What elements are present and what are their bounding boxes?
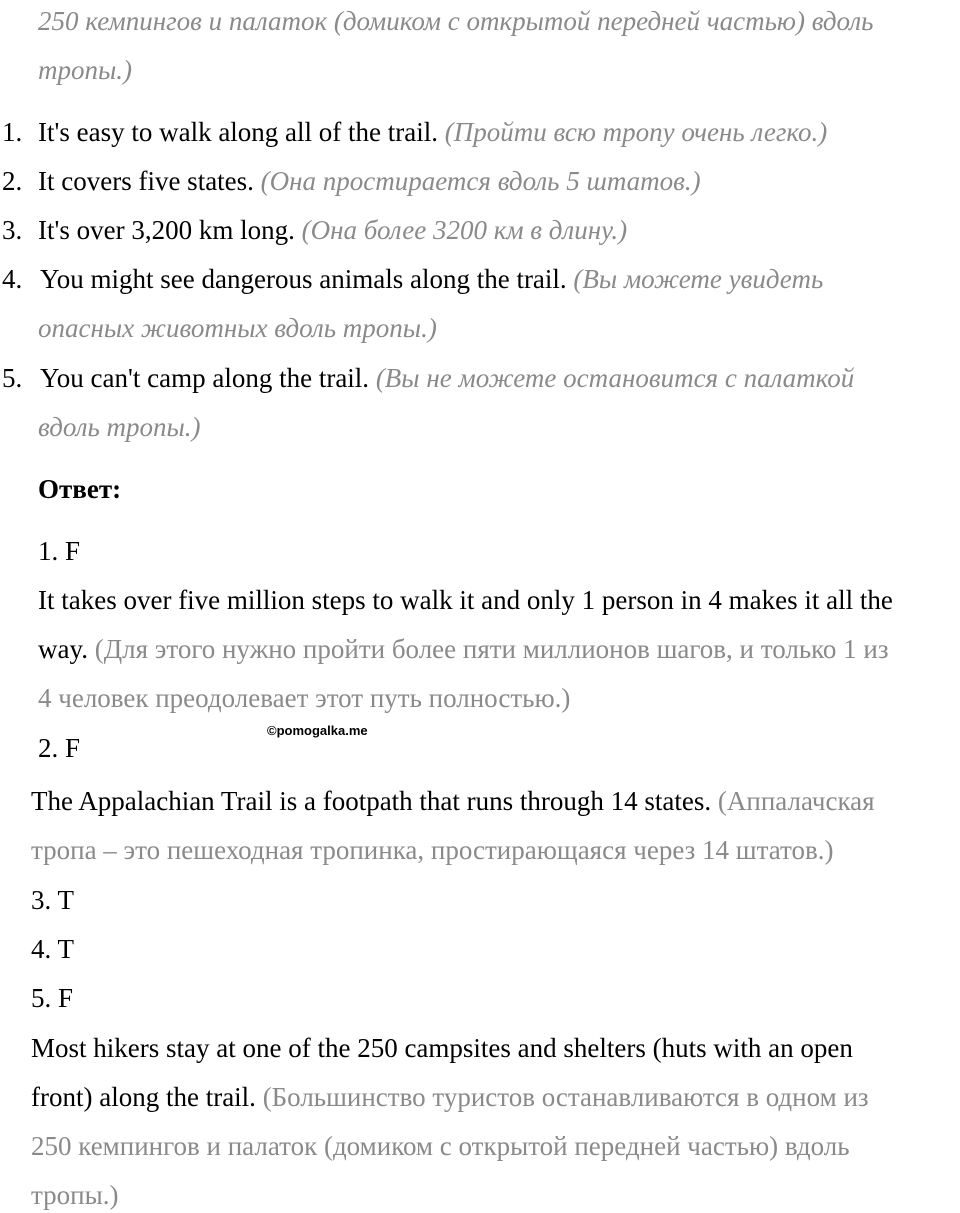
statement-english: You can't camp along the trail. [40,363,370,393]
answer-explanation-english: front) along the trail. [31,1082,256,1112]
statement-number: 1. [2,117,23,147]
statement-russian-continued: вдоль тропы.) [38,412,201,442]
answer-label: 1. F [38,536,81,566]
statement-number: 3. [2,215,23,245]
statement-text [40,361,854,395]
statement-text [38,164,701,198]
watermark: ©pomogalka.me [267,723,368,738]
answer-explanation-english: Most hikers stay at one of the 250 campsites and shelters (huts with an open [31,1033,853,1063]
statement-english: It's easy to walk along all of the trail. [38,117,439,147]
statement-text [38,115,827,149]
statement-russian: (Вы не можете остановится с палаткой [375,363,855,393]
answer-label: 2. F [38,733,81,763]
statement-english: It covers five states. [38,166,254,196]
statement-number: 2. [2,166,23,196]
answer-explanation-russian: (Для этого нужно пройти более пяти миллионов шагов, и только 1 из [94,634,889,664]
answer-explanation-line [38,632,889,666]
answer-heading: Ответ: [38,474,122,504]
answer-explanation-russian: 250 кемпингов и палаток (домиком с открытой передней частью) вдоль [31,1131,850,1161]
answer-explanation-russian: (Аппалачская [717,786,875,816]
answer-explanation-line [31,784,875,818]
intro-line-2: тропы.) [38,55,133,85]
answer-explanation-russian: 4 человек преодолевает этот путь полностью.) [38,683,571,713]
intro-line-1: 250 кемпингов и палаток (домиком с открытой передней частью) вдоль [38,6,874,36]
answer-label: 3. T [31,885,75,915]
statement-russian-continued: опасных животных вдоль тропы.) [38,313,437,343]
answer-explanation-english: way. [38,634,88,664]
statement-english: You might see dangerous animals along the trail. [40,264,567,294]
answer-explanation-russian: (Большинство туристов останавливаются в одном из [262,1082,869,1112]
answer-label: 4. T [31,934,75,964]
statement-russian: (Она более 3200 км в длину.) [301,215,628,245]
statement-russian: (Пройти всю тропу очень легко.) [444,117,828,147]
answer-label: 5. F [31,983,74,1013]
statement-text [38,213,627,247]
statement-number: 4. [2,264,23,294]
statement-text [40,262,823,296]
answer-explanation-line [31,1080,869,1114]
statement-number: 5. [2,363,23,393]
statement-russian: (Она простирается вдоль 5 штатов.) [260,166,701,196]
answer-explanation-english: The Appalachian Trail is a footpath that runs through 14 states. [31,786,712,816]
statement-english: It's over 3,200 km long. [38,215,295,245]
statement-russian: (Вы можете увидеть [573,264,824,294]
answer-explanation-russian: тропа – это пешеходная тропинка, простирающаяся через 14 штатов.) [31,835,834,865]
answer-explanation-english: It takes over five million steps to walk it and only 1 person in 4 makes it all the [38,585,893,615]
answer-explanation-russian: тропы.) [31,1180,119,1210]
